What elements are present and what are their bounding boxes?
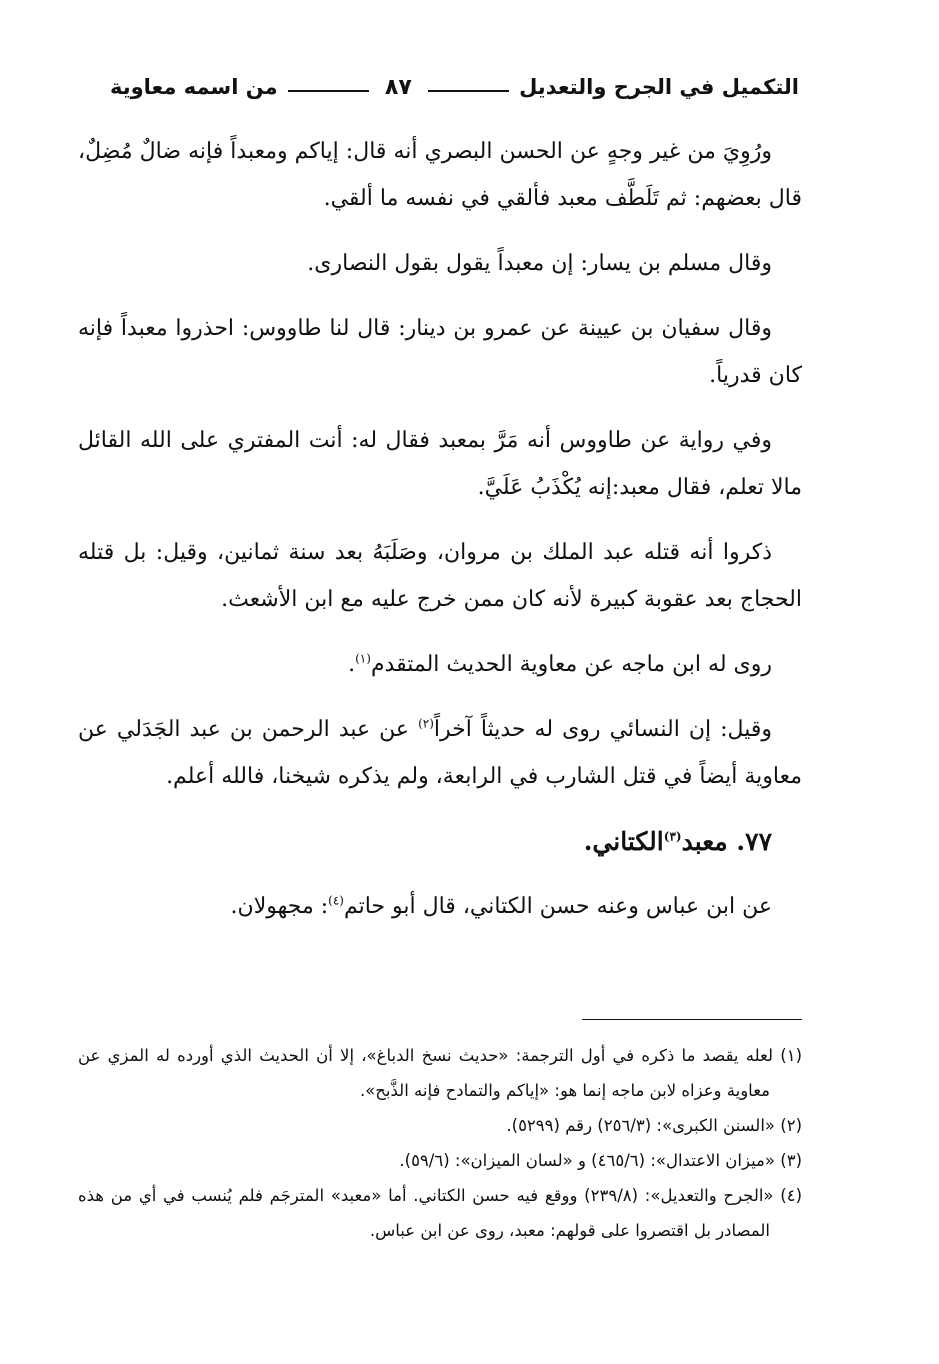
main-text (78, 128, 802, 948)
footnotes (78, 1038, 802, 1248)
paragraph-text: . (348, 652, 356, 677)
header-dash (428, 90, 509, 92)
page-number: ٨٧ (384, 74, 412, 100)
footnote: (٤) «الجرح والتعديل»: (٢٣٩/٨) ووقع فيه حسن الكتاني. أما «معبد» المترجَم فلم يُنسب في أي من هذه المصادر بل اقتصروا على قولهم: معبد، روى عن ابن عباس. (78, 1186, 802, 1240)
footnote: (٣) «ميزان الاعتدال»: (٤٦٥/٦) و «لسان الميزان»: (٥٩/٦). (399, 1151, 802, 1170)
running-header (110, 62, 799, 112)
footnote-separator (582, 1019, 802, 1020)
header-dash (288, 90, 369, 92)
book-title: التكميل في الجرح والتعديل (519, 75, 799, 99)
paragraph: وفي رواية عن طاووس أنه مَرَّ بمعبد فقال له: أنت المفتري على الله القائل مالا تعلم، فقال معبد:إنه يُكْذَبُ عَلَيَّ. (78, 428, 802, 500)
footnote-marker[interactable]: (٤) (328, 893, 344, 908)
footnote-marker[interactable]: (١) (355, 651, 371, 666)
paragraph (78, 641, 802, 688)
paragraph: ورُوِيَ من غير وجهٍ عن الحسن البصري أنه قال: إياكم ومعبداً فإنه ضالٌ مُضِلٌ، قال بعضهم: ثم تَلَطَّف معبد فألقي في نفسه ما ألقي. (78, 139, 802, 211)
entry-nisba: الكتاني. (583, 827, 664, 856)
section-name: من اسمه معاوية (110, 75, 278, 99)
paragraph-text: : مجهولان. (230, 894, 329, 919)
entry-name: معبد (681, 827, 728, 856)
paragraph: وقال مسلم بن يسار: إن معبداً يقول بقول النصارى. (307, 251, 772, 276)
paragraph (78, 706, 802, 800)
paragraph-text: عن ابن عباس وعنه حسن الكتاني، قال أبو حاتم (343, 894, 772, 919)
entry-number: ٧٧. (736, 827, 772, 856)
paragraph-text: وقيل: إن النسائي روى له حديثاً آخراً (433, 717, 772, 742)
paragraph: ذكروا أنه قتله عبد الملك بن مروان، وصَلَبَهُ بعد سنة ثمانين، وقيل: بل قتله الحجاج بعد عقوبة كبيرة لأنه كان ممن خرج عليه مع ابن الأشعث. (78, 540, 802, 612)
footnote-marker[interactable]: (٣) (663, 829, 682, 844)
paragraph-text: عن عبد الرحمن بن عبد الجَدَلي عن معاوية أيضاً في قتل الشارب في الرابعة، ولم يذكره شيخنا، فالله أعلم. (78, 717, 802, 789)
footnote: (٢) «السنن الكبرى»: (٢٥٦/٣) رقم (٥٢٩٩). (506, 1116, 802, 1135)
paragraph: وقال سفيان بن عيينة عن عمرو بن دينار: قال لنا طاووس: احذروا معبداً فإنه كان قدرياً. (78, 316, 802, 388)
entry-heading (78, 818, 802, 865)
footnote: (١) لعله يقصد ما ذكره في أول الترجمة: «حديث نسخ الدباغ»، إلا أن الحديث الذي أورده له المزي عن معاوية وعزاه لابن ماجه إنما هو: «إياكم والتمادح فإنه الذَّبح». (78, 1046, 802, 1100)
paragraph-text: روى له ابن ماجه عن معاوية الحديث المتقدم (370, 652, 772, 677)
footnote-marker[interactable]: (٢) (418, 716, 434, 731)
paragraph (78, 883, 802, 930)
